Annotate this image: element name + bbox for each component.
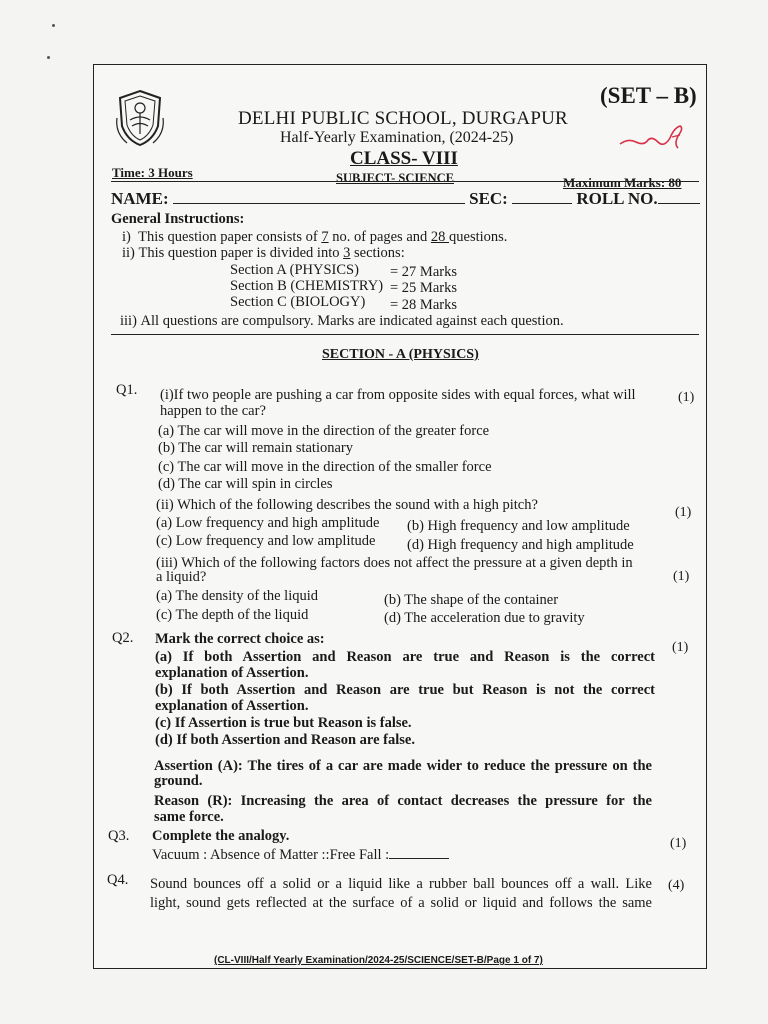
section-c-marks: Section C (BIOLOGY) <box>230 294 366 310</box>
name-field[interactable] <box>173 203 465 204</box>
section-field[interactable] <box>512 203 572 204</box>
q4-number: Q4. <box>107 872 129 888</box>
q2-choice-b-line2: explanation of Assertion. <box>155 698 309 714</box>
q1-part2-option-c: (c) Low frequency and low amplitude <box>156 533 376 549</box>
q2-assertion-line2: ground. <box>154 773 203 789</box>
q2-marks: (1) <box>672 640 689 655</box>
section-b-marks-value: = 25 Marks <box>390 280 457 296</box>
signature-mark <box>618 118 688 158</box>
q3-analogy: Vacuum : Absence of Matter ::Free Fall : <box>152 847 449 864</box>
scan-speck <box>52 24 55 27</box>
scan-speck <box>47 56 50 59</box>
instruction-1: i) This question paper consists of 7 no. of pages and 28 questions. <box>122 229 508 245</box>
q1-part3-line2: a liquid? <box>156 569 207 585</box>
q4-line2: light, sound gets reflected at the surface of a solid or liquid and follows the same <box>150 895 652 911</box>
q1-part2-option-d: (d) High frequency and high amplitude <box>407 537 634 553</box>
exam-title: Half-Yearly Examination, (2024-25) <box>280 129 514 146</box>
q1-part2-question: (ii) Which of the following describes the sound with a high pitch? <box>156 497 538 513</box>
q1-part1-option-b: (b) The car will remain stationary <box>158 440 354 456</box>
q3-marks: (1) <box>670 836 687 851</box>
q1-part3-option-a: (a) The density of the liquid <box>156 588 319 604</box>
section-label: SEC: <box>469 189 508 208</box>
q1-part1-marks: (1) <box>678 390 695 405</box>
q3-number: Q3. <box>108 828 130 844</box>
q1-part3-option-b: (b) The shape of the container <box>384 592 559 608</box>
q1-part1-option-d: (d) The car will spin in circles <box>158 476 333 492</box>
section-b-marks: Section B (CHEMISTRY) <box>230 278 384 294</box>
q2-assertion-line1: Assertion (A): The tires of a car are made wider to reduce the pressure on the <box>154 758 652 774</box>
q3-title: Complete the analogy. <box>152 828 290 844</box>
q2-title: Mark the correct choice as: <box>155 631 325 647</box>
header-divider <box>111 181 699 182</box>
roll-field[interactable] <box>658 203 700 204</box>
name-label: NAME: <box>111 189 169 208</box>
q1-part1-line2: happen to the car? <box>160 403 266 419</box>
maximum-marks: Maximum Marks: 80 <box>563 175 682 190</box>
exam-duration: Time: 3 Hours <box>112 165 193 180</box>
q2-choice-a-line2: explanation of Assertion. <box>155 665 309 681</box>
student-details-row <box>111 189 700 209</box>
q1-part3-option-c: (c) The depth of the liquid <box>156 607 309 623</box>
q1-part2-option-b: (b) High frequency and low amplitude <box>407 518 630 534</box>
q1-part3-marks: (1) <box>673 569 690 584</box>
set-label: (SET – B) <box>600 83 697 108</box>
q3-answer-blank[interactable] <box>389 858 449 859</box>
q1-part1-line1: (i)If two people are pushing a car from opposite sides with equal forces, what will <box>160 387 636 403</box>
general-instructions-title: General Instructions: <box>111 211 245 227</box>
q1-part2-option-a: (a) Low frequency and high amplitude <box>156 515 380 531</box>
subject-label: SUBJECT- SCIENCE <box>336 171 454 185</box>
school-crest-logo <box>115 88 165 148</box>
q2-choice-c: (c) If Assertion is true but Reason is false. <box>155 715 412 731</box>
q1-part3-option-d: (d) The acceleration due to gravity <box>384 610 585 626</box>
section-a-marks-value: = 27 Marks <box>390 264 457 280</box>
instruction-3: iii) All questions are compulsory. Marks are indicated against each question. <box>120 313 564 329</box>
page-footer: (CL-VIII/Half Yearly Examination/2024-25/SCIENCE/SET-B/Page 1 of 7) <box>214 955 543 966</box>
instruction-2: ii) This question paper is divided into 3 sections: <box>122 245 405 261</box>
class-title: CLASS- VIII <box>350 148 458 169</box>
section-c-marks-value: = 28 Marks <box>390 297 457 313</box>
q2-reason-line1: Reason (R): Increasing the area of contact decreases the pressure for the <box>154 793 652 809</box>
q2-reason-line2: same force. <box>154 809 224 825</box>
q2-choice-d: (d) If both Assertion and Reason are false. <box>155 732 415 748</box>
q1-number: Q1. <box>116 382 138 398</box>
q1-part1-option-a: (a) The car will move in the direction of the greater force <box>158 423 490 439</box>
section-a-marks: Section A (PHYSICS) <box>230 262 359 278</box>
q2-number: Q2. <box>112 630 134 646</box>
q1-part3-line1: (iii) Which of the following factors does not affect the pressure at a given depth in <box>156 555 633 571</box>
q2-choice-a-line1: (a) If both Assertion and Reason are true and Reason is the correct <box>155 649 655 665</box>
q1-part1-option-c: (c) The car will move in the direction of the smaller force <box>158 459 492 475</box>
q1-part2-marks: (1) <box>675 505 692 520</box>
section-a-title: SECTION - A (PHYSICS) <box>322 347 479 362</box>
roll-label: ROLL NO. <box>576 189 658 208</box>
q2-choice-b-line1: (b) If both Assertion and Reason are true but Reason is not the correct <box>155 682 655 698</box>
q4-marks: (4) <box>668 878 685 893</box>
q4-line1: Sound bounces off a solid or a liquid like a rubber ball bounces off a wall. Like <box>150 876 652 892</box>
instructions-divider <box>111 334 699 335</box>
school-name: DELHI PUBLIC SCHOOL, DURGAPUR <box>238 108 568 129</box>
